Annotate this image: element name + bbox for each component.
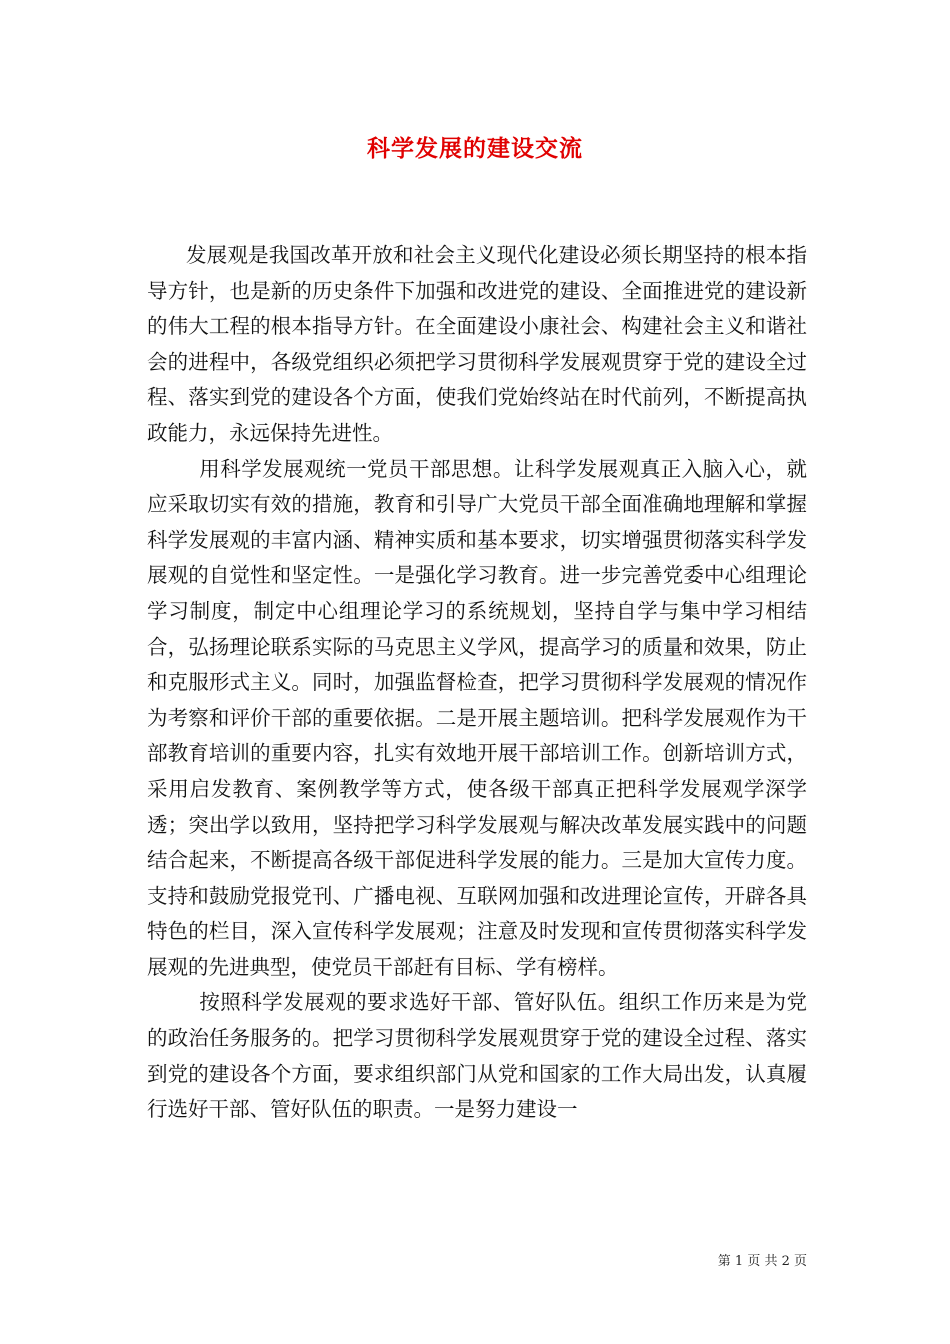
document-body	[147, 238, 807, 1128]
document-title: 科学发展的建设交流	[367, 135, 583, 162]
paragraph-2: 用科学发展观统一党员干部思想。让科学发展观真正入脑入心，就应采取切实有效的措施，教育和引导广大党员干部全面准确地理解和掌握科学发展观的丰富内涵、精神实质和基本要求，切实增强贯彻落实科学发展观的自觉性和坚定性。一是强化学习教育。进一步完善党委中心组理论学习制度，制定中心组理论学习的系统规划，坚持自学与集中学习相结合，弘扬理论联系实际的马克思主义学风，提高学习的质量和效果，防止和克服形式主义。同时，加强监督检查，把学习贯彻科学发展观的情况作为考察和评价干部的重要依据。二是开展主题培训。把科学发展观作为干部教育培训的重要内容，扎实有效地开展干部培训工作。创新培训方式，采用启发教育、案例教学等方式，使各级干部真正把科学发展观学深学透；突出学以致用，坚持把学习科学发展观与解决改革发展实践中的问题结合起来，不断提高各级干部促进科学发展的能力。三是加大宣传力度。支持和鼓励党报党刊、广播电视、互联网加强和改进理论宣传，开辟各具特色的栏目，深入宣传科学发展观；注意及时发现和宣传贯彻落实科学发展观的先进典型，使党员干部赶有目标、学有榜样。	[147, 456, 807, 979]
paragraph-1: 发展观是我国改革开放和社会主义现代化建设必须长期坚持的根本指导方针，也是新的历史条件下加强和改进党的建设、全面推进党的建设新的伟大工程的根本指导方针。在全面建设小康社会、构建社会主义和谐社会的进程中，各级党组织必须把学习贯彻科学发展观贯穿于党的建设全过程、落实到党的建设各个方面，使我们党始终站在时代前列，不断提高执政能力，永远保持先进性。	[147, 243, 807, 445]
paragraph-3: 按照科学发展观的要求选好干部、管好队伍。组织工作历来是为党的政治任务服务的。把学习贯彻科学发展观贯穿于党的建设全过程、落实到党的建设各个方面，要求组织部门从党和国家的工作大局出发，认真履行选好干部、管好队伍的职责。一是努力建设一	[147, 990, 807, 1122]
page-number: 第 1 页 共 2 页	[717, 1254, 807, 1269]
